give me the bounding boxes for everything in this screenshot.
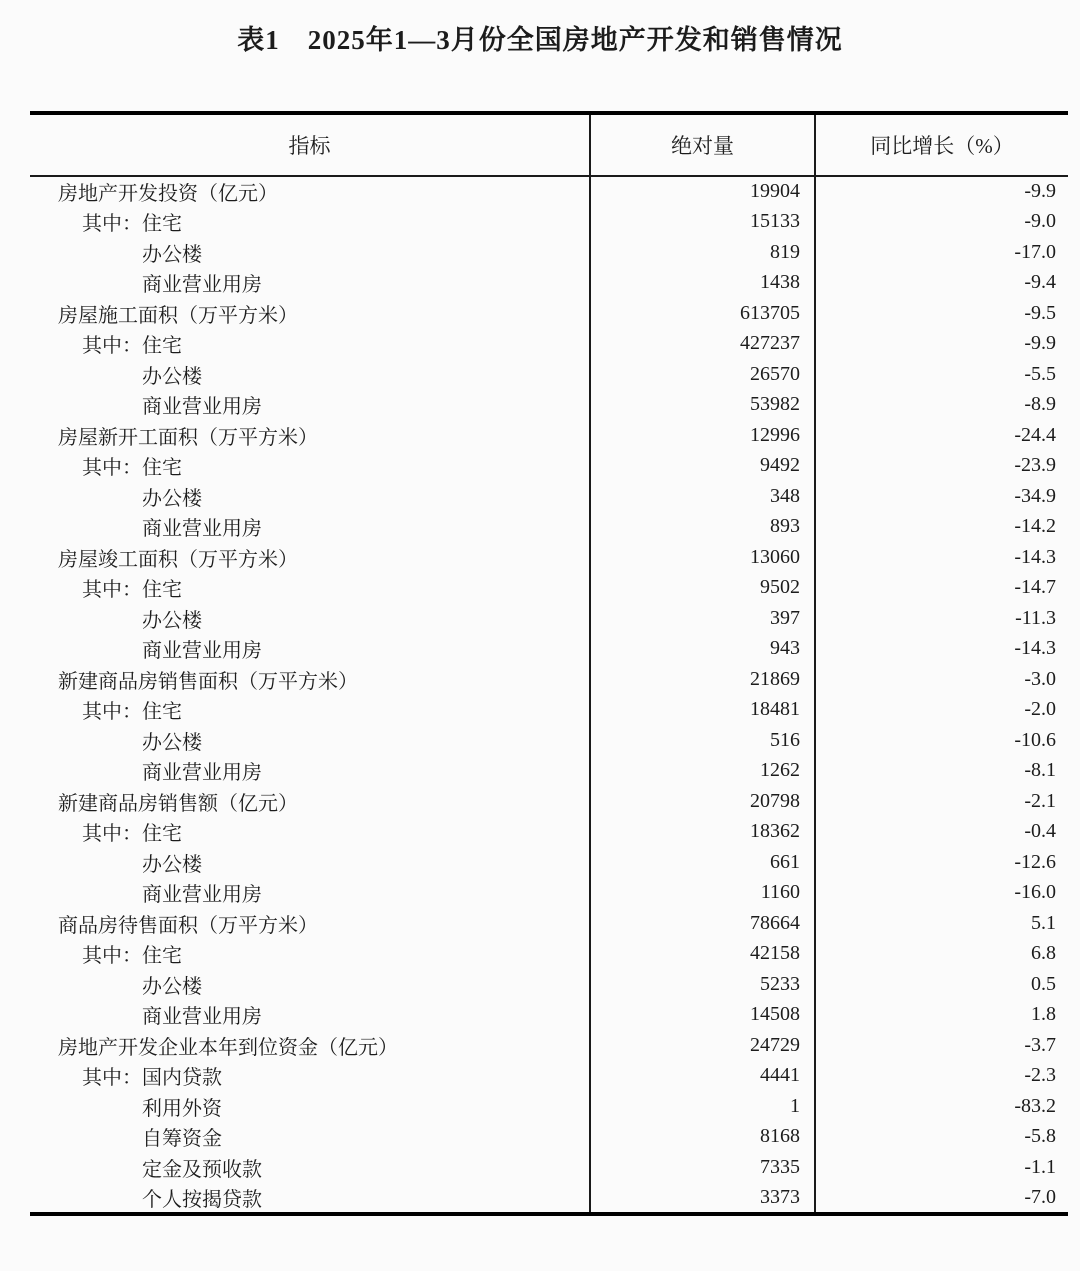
header-cell-indicator: 指标: [30, 113, 590, 176]
cell-absolute: 9492: [590, 451, 815, 482]
cell-growth: -2.1: [815, 786, 1068, 817]
table-row: [30, 176, 1068, 207]
table-row: [30, 573, 1068, 604]
cell-growth: -9.9: [815, 176, 1068, 207]
cell-indicator: 其中：住宅: [82, 579, 182, 602]
table-row: [30, 664, 1068, 695]
cell-growth: -8.9: [815, 390, 1068, 421]
cell-indicator: 新建商品房销售额（亿元）: [58, 792, 298, 815]
cell-growth: -12.6: [815, 847, 1068, 878]
cell-indicator: 新建商品房销售面积（万平方米）: [58, 670, 358, 693]
table-row: [30, 207, 1068, 238]
cell-growth: -9.0: [815, 207, 1068, 238]
cell-growth: -9.5: [815, 298, 1068, 329]
cell-growth: -14.3: [815, 634, 1068, 665]
cell-indicator: 其中：住宅: [82, 945, 182, 968]
cell-growth: -14.7: [815, 573, 1068, 604]
table-row: [30, 390, 1068, 421]
cell-indicator: 商业营业用房: [142, 762, 262, 785]
cell-indicator: 商业营业用房: [142, 640, 262, 663]
cell-indicator: 其中：住宅: [82, 213, 182, 236]
cell-growth: -10.6: [815, 725, 1068, 756]
cell-growth: -8.1: [815, 756, 1068, 787]
cell-indicator: 房地产开发企业本年到位资金（亿元）: [58, 1036, 398, 1059]
cell-growth: -14.2: [815, 512, 1068, 543]
cell-absolute: 661: [590, 847, 815, 878]
cell-indicator: 办公楼: [142, 609, 202, 632]
table-row: [30, 969, 1068, 1000]
cell-indicator: 商业营业用房: [142, 518, 262, 541]
cell-growth: -16.0: [815, 878, 1068, 909]
cell-absolute: 13060: [590, 542, 815, 573]
table-row: [30, 725, 1068, 756]
cell-indicator: 办公楼: [142, 731, 202, 754]
cell-growth: -17.0: [815, 237, 1068, 268]
cell-indicator: 商业营业用房: [142, 396, 262, 419]
cell-growth: -1.1: [815, 1152, 1068, 1183]
table-row: [30, 939, 1068, 970]
cell-indicator: 商业营业用房: [142, 274, 262, 297]
cell-absolute: 18362: [590, 817, 815, 848]
cell-absolute: 4441: [590, 1061, 815, 1092]
table-row: [30, 1000, 1068, 1031]
cell-growth: -5.5: [815, 359, 1068, 390]
table-row: [30, 786, 1068, 817]
cell-absolute: 348: [590, 481, 815, 512]
cell-absolute: 1262: [590, 756, 815, 787]
cell-growth: -2.0: [815, 695, 1068, 726]
cell-absolute: 19904: [590, 176, 815, 207]
cell-indicator: 办公楼: [142, 365, 202, 388]
cell-absolute: 15133: [590, 207, 815, 238]
table-row: [30, 1091, 1068, 1122]
cell-indicator: 房屋竣工面积（万平方米）: [58, 548, 298, 571]
table-row: [30, 1061, 1068, 1092]
cell-growth: -2.3: [815, 1061, 1068, 1092]
cell-absolute: 427237: [590, 329, 815, 360]
cell-absolute: 12996: [590, 420, 815, 451]
cell-absolute: 8168: [590, 1122, 815, 1153]
cell-growth: 0.5: [815, 969, 1068, 1000]
cell-absolute: 78664: [590, 908, 815, 939]
cell-indicator: 房屋施工面积（万平方米）: [58, 304, 298, 327]
cell-growth: -3.7: [815, 1030, 1068, 1061]
cell-growth: 6.8: [815, 939, 1068, 970]
table-row: [30, 1122, 1068, 1153]
table-row: [30, 298, 1068, 329]
data-table: [30, 111, 1068, 1216]
table-row: [30, 1152, 1068, 1183]
cell-indicator: 利用外资: [142, 1097, 222, 1120]
header-cell-absolute: 绝对量: [590, 113, 815, 176]
table-row: [30, 695, 1068, 726]
cell-indicator: 办公楼: [142, 975, 202, 998]
cell-growth: -24.4: [815, 420, 1068, 451]
cell-absolute: 397: [590, 603, 815, 634]
cell-absolute: 53982: [590, 390, 815, 421]
cell-absolute: 14508: [590, 1000, 815, 1031]
table-row: [30, 878, 1068, 909]
cell-growth: -0.4: [815, 817, 1068, 848]
table-row: [30, 908, 1068, 939]
table-body: [30, 176, 1068, 1214]
cell-growth: -23.9: [815, 451, 1068, 482]
cell-absolute: 893: [590, 512, 815, 543]
cell-growth: 5.1: [815, 908, 1068, 939]
cell-absolute: 819: [590, 237, 815, 268]
table-row: [30, 1183, 1068, 1214]
cell-indicator: 办公楼: [142, 243, 202, 266]
cell-absolute: 26570: [590, 359, 815, 390]
cell-growth: -34.9: [815, 481, 1068, 512]
cell-growth: 1.8: [815, 1000, 1068, 1031]
cell-absolute: 1160: [590, 878, 815, 909]
cell-growth: -5.8: [815, 1122, 1068, 1153]
cell-indicator: 其中：国内贷款: [82, 1067, 222, 1090]
cell-growth: -83.2: [815, 1091, 1068, 1122]
table-row: [30, 451, 1068, 482]
cell-absolute: 21869: [590, 664, 815, 695]
cell-indicator: 办公楼: [142, 487, 202, 510]
cell-indicator: 商业营业用房: [142, 1006, 262, 1029]
table-row: [30, 237, 1068, 268]
table-row: [30, 756, 1068, 787]
cell-indicator: 自筹资金: [142, 1128, 222, 1151]
cell-indicator: 定金及预收款: [142, 1158, 262, 1181]
cell-indicator: 其中：住宅: [82, 701, 182, 724]
cell-absolute: 943: [590, 634, 815, 665]
table-row: [30, 268, 1068, 299]
cell-indicator: 其中：住宅: [82, 823, 182, 846]
cell-growth: -3.0: [815, 664, 1068, 695]
cell-absolute: 7335: [590, 1152, 815, 1183]
cell-indicator: 商业营业用房: [142, 884, 262, 907]
cell-absolute: 1: [590, 1091, 815, 1122]
table-row: [30, 542, 1068, 573]
cell-absolute: 20798: [590, 786, 815, 817]
cell-growth: -9.4: [815, 268, 1068, 299]
cell-absolute: 24729: [590, 1030, 815, 1061]
cell-indicator: 其中：住宅: [82, 335, 182, 358]
table-row: [30, 512, 1068, 543]
cell-absolute: 3373: [590, 1183, 815, 1214]
cell-growth: -9.9: [815, 329, 1068, 360]
table-row: [30, 481, 1068, 512]
table-row: [30, 1030, 1068, 1061]
table-row: [30, 817, 1068, 848]
table-row: [30, 359, 1068, 390]
cell-growth: -14.3: [815, 542, 1068, 573]
cell-absolute: 5233: [590, 969, 815, 1000]
cell-indicator: 办公楼: [142, 853, 202, 876]
stat-table-container: [30, 111, 1068, 1216]
cell-indicator: 房屋新开工面积（万平方米）: [58, 426, 318, 449]
table-row: [30, 847, 1068, 878]
cell-absolute: 613705: [590, 298, 815, 329]
cell-indicator: 房地产开发投资（亿元）: [58, 183, 278, 206]
table-row: [30, 329, 1068, 360]
page-title: 表1 2025年1—3月份全国房地产开发和销售情况: [237, 25, 843, 55]
cell-indicator: 个人按揭贷款: [142, 1188, 262, 1211]
cell-absolute: 42158: [590, 939, 815, 970]
cell-indicator: 商品房待售面积（万平方米）: [58, 914, 318, 937]
cell-absolute: 9502: [590, 573, 815, 604]
table-header-row: [30, 113, 1068, 176]
cell-absolute: 18481: [590, 695, 815, 726]
header-cell-growth: 同比增长（%）: [815, 113, 1068, 176]
cell-growth: -7.0: [815, 1183, 1068, 1214]
table-row: [30, 420, 1068, 451]
table-row: [30, 634, 1068, 665]
table-row: [30, 603, 1068, 634]
cell-absolute: 1438: [590, 268, 815, 299]
cell-indicator: 其中：住宅: [82, 457, 182, 480]
cell-growth: -11.3: [815, 603, 1068, 634]
cell-absolute: 516: [590, 725, 815, 756]
